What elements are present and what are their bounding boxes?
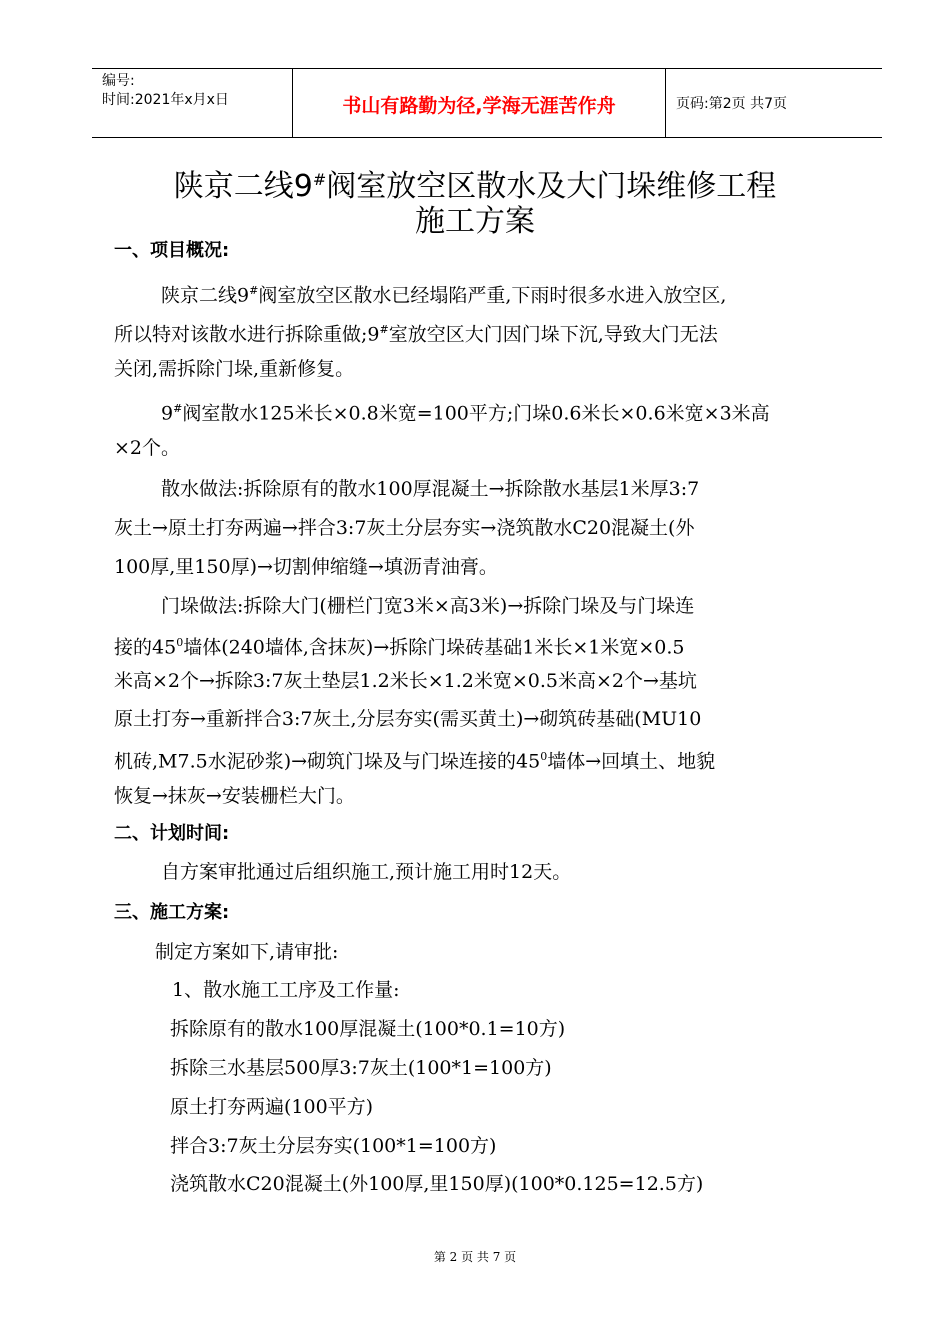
- list-item: 浇筑散水C20混凝土(外100厚,里150厚)(100*0.125=12.5方): [170, 1173, 704, 1195]
- document-title-line2: 施工方案: [415, 204, 535, 239]
- paragraph-line: ×2个。: [114, 437, 181, 459]
- header-divider-right: [665, 69, 666, 137]
- paragraph-line: 制定方案如下,请审批:: [155, 941, 339, 963]
- paragraph-line: 灰土→原土打夯两遍→拌合3:7灰土分层夯实→浇筑散水C20混凝土(外: [114, 517, 695, 539]
- paragraph-line: 所以特对该散水进行拆除重做;9#室放空区大门因门垛下沉,导致大门无法: [114, 323, 718, 346]
- paragraph-line: 米高×2个→拆除3:7灰土垫层1.2米长×1.2米宽×0.5米高×2个→基坑: [114, 670, 697, 692]
- paragraph-line: 9#阀室散水125米长×0.8米宽=100平方;门垛0.6米长×0.6米宽×3米高: [161, 402, 770, 425]
- document-number-label: 编号:: [102, 73, 135, 89]
- header-page-info: 页码:第2页 共7页: [676, 96, 787, 112]
- paragraph-line: 关闭,需拆除门垛,重新修复。: [114, 358, 355, 380]
- paragraph-line: 100厚,里150厚)→切割伸缩缝→填沥青油膏。: [114, 556, 498, 578]
- section-heading-plan: 三、施工方案:: [114, 902, 230, 923]
- paragraph-line: 机砖,M7.5水泥砂浆)→砌筑门垛及与门垛连接的$45^0$墙体→回填土、地貌: [114, 750, 716, 773]
- section-heading-overview: 一、项目概况:: [114, 240, 230, 261]
- paragraph-line: 接的$45^0$墙体(240墙体,含抹灰)→拆除门垛砖基础1米长×1米宽×0.5: [114, 636, 685, 659]
- paragraph-line: 门垛做法:拆除大门(栅栏门宽3米×高3米)→拆除门垛及与门垛连: [161, 595, 695, 617]
- list-item: 拆除三水基层500厚3:7灰土(100*1=100方): [170, 1057, 552, 1079]
- document-time-label: 时间:2021年x月x日: [102, 92, 229, 108]
- document-title-line1: 陕京二线9#阀室放空区散水及大门垛维修工程: [173, 169, 777, 204]
- page-footer: 第 2 页 共 7 页: [433, 1250, 517, 1264]
- document-header: [92, 68, 882, 138]
- paragraph-line: 恢复→抹灰→安装栅栏大门。: [114, 785, 355, 807]
- paragraph-line: 自方案审批通过后组织施工,预计施工用时12天。: [161, 861, 572, 883]
- header-motto: 书山有路勤为径,学海无涯苦作舟: [342, 95, 616, 117]
- paragraph-line: 原土打夯→重新拌合3:7灰土,分层夯实(需买黄土)→砌筑砖基础(MU10: [114, 708, 702, 730]
- list-item: 原土打夯两遍(100平方): [170, 1096, 374, 1118]
- paragraph-line: 陕京二线9#阀室放空区散水已经塌陷严重,下雨时很多水进入放空区,: [161, 284, 727, 307]
- list-item: 拌合3:7灰土分层夯实(100*1=100方): [170, 1135, 497, 1157]
- list-item: 拆除原有的散水100厚混凝土(100*0.1=10方): [170, 1018, 566, 1040]
- header-left: [102, 72, 229, 110]
- subsection-heading: 1、散水施工工序及工作量:: [172, 979, 400, 1001]
- section-heading-schedule: 二、计划时间:: [114, 823, 230, 844]
- paragraph-line: 散水做法:拆除原有的散水100厚混凝土→拆除散水基层1米厚3:7: [161, 478, 700, 500]
